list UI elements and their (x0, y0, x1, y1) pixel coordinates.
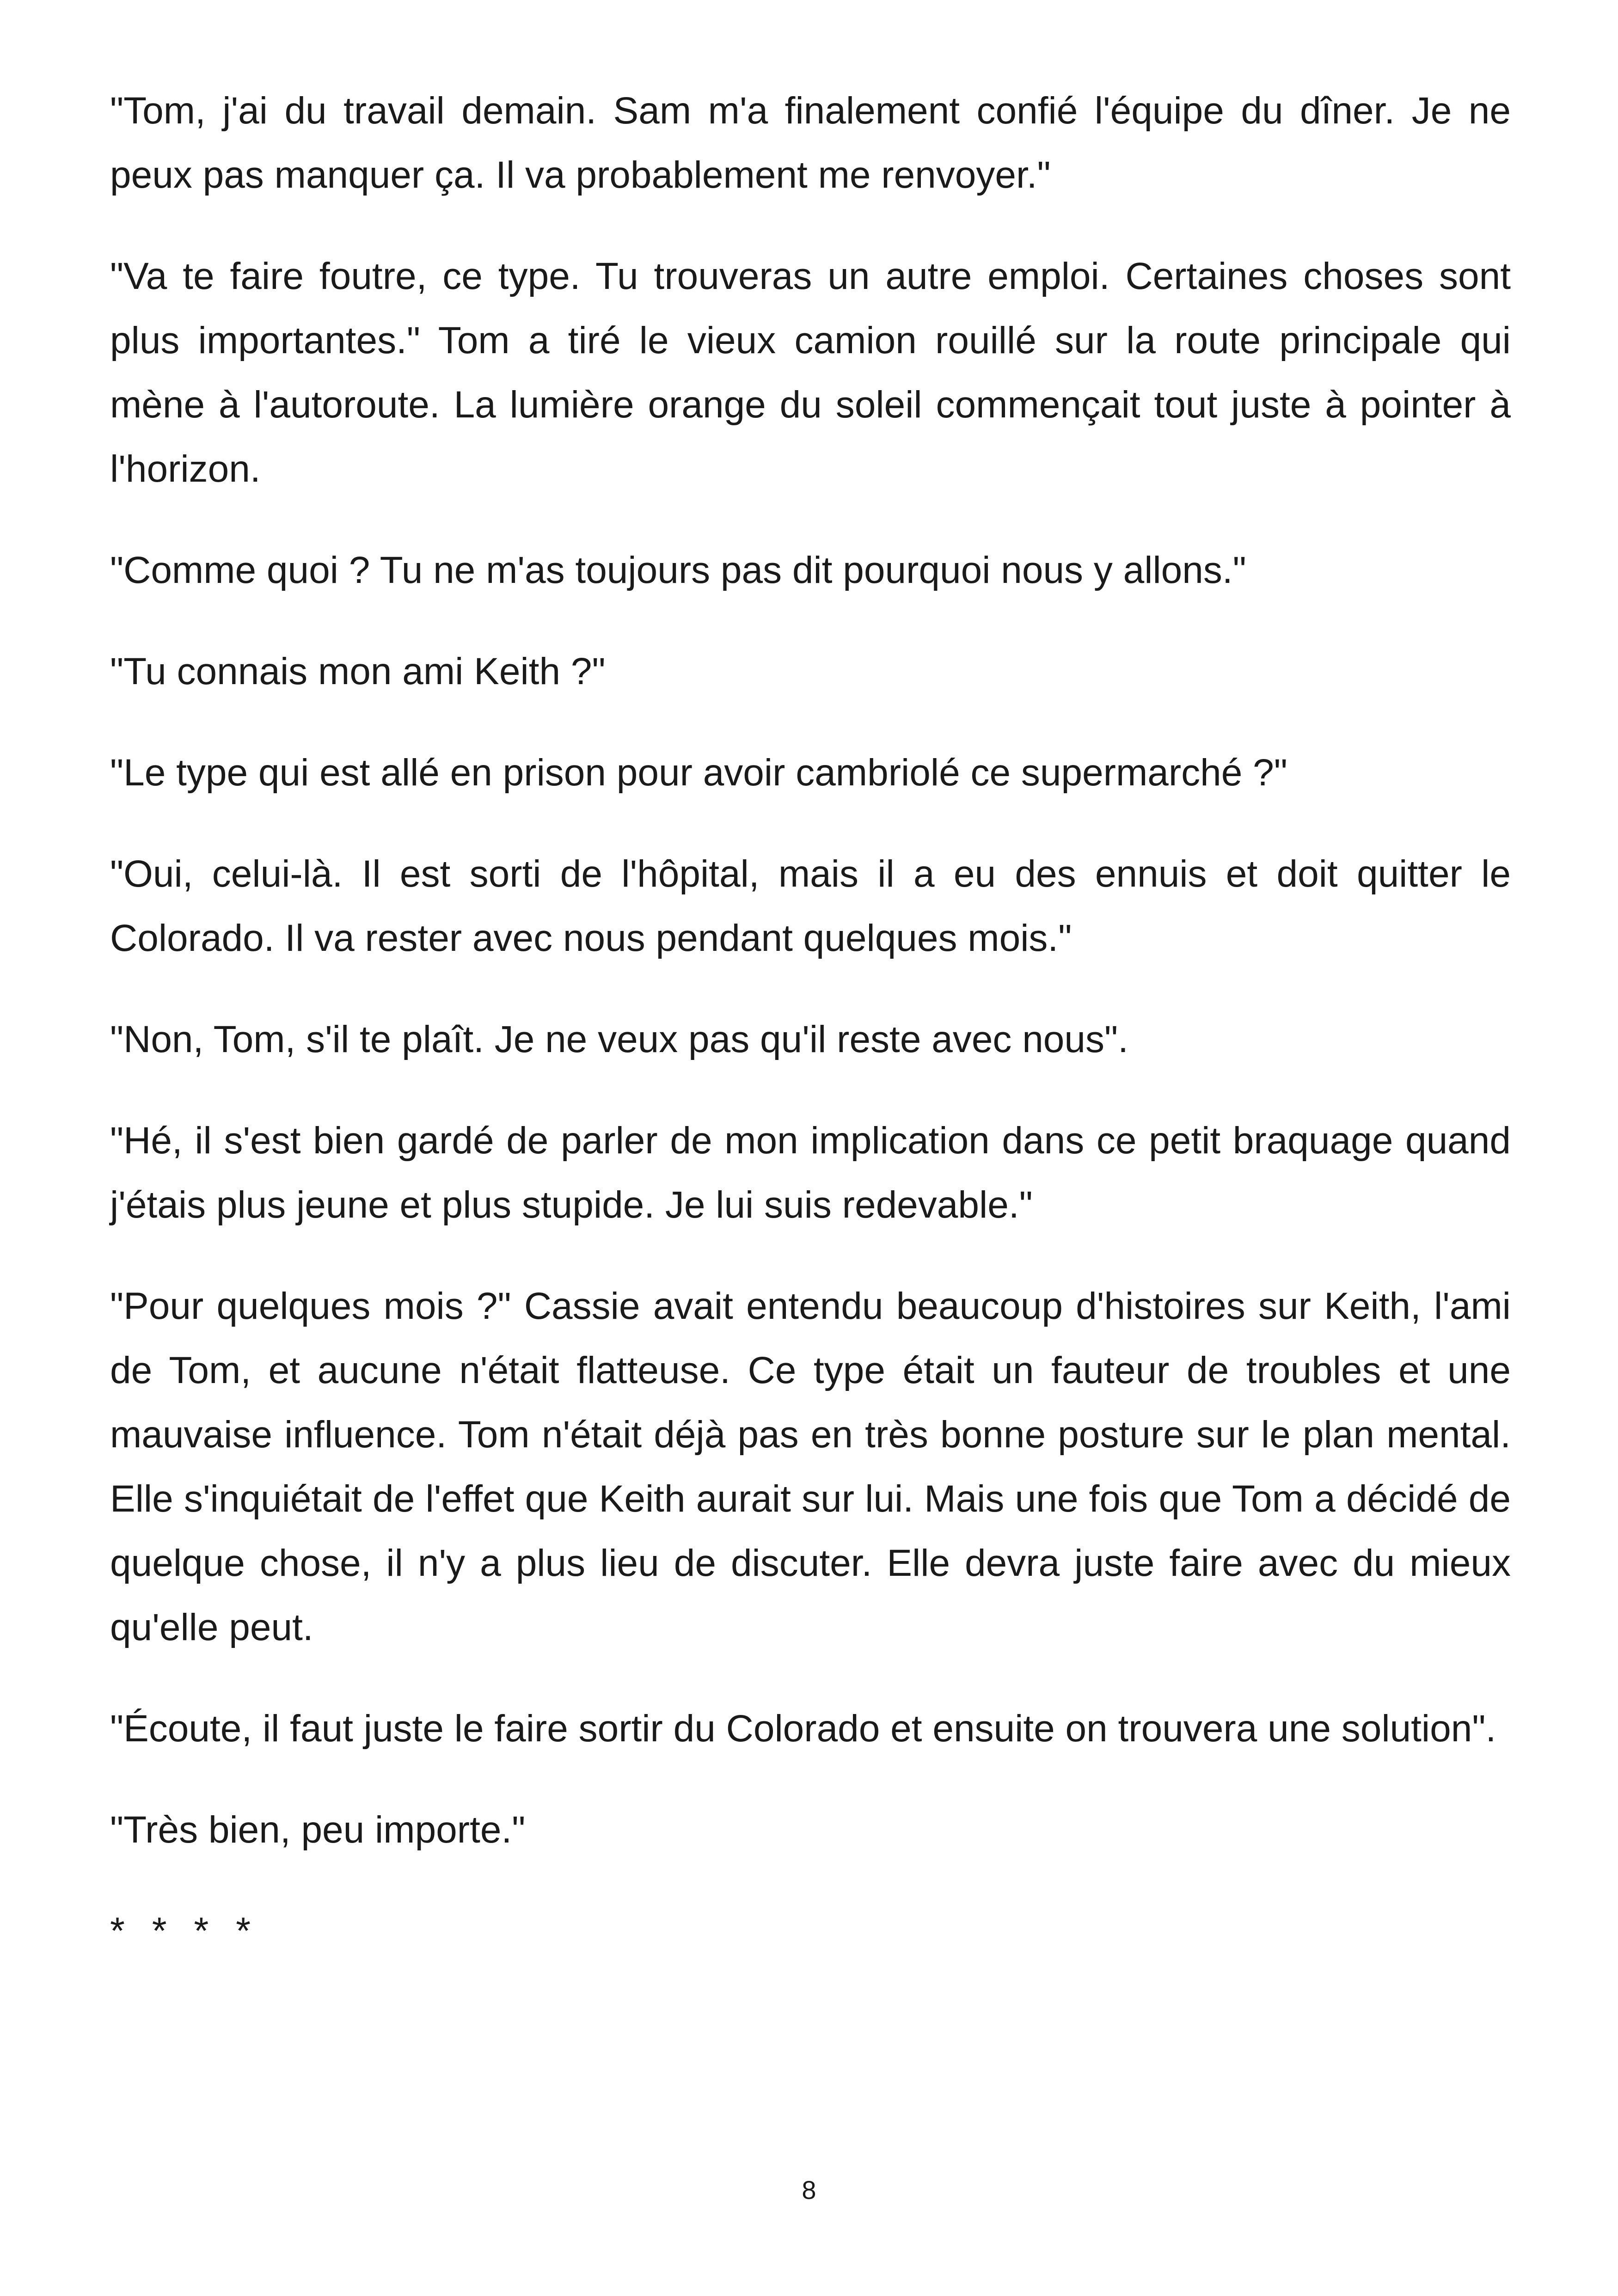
paragraph: "Hé, il s'est bien gardé de parler de mon implication dans ce petit braquage quand j'étais plus jeune et plus stupide. Je lui suis redevable." (110, 1120, 1511, 1226)
paragraph: "Tu connais mon ami Keith ?" (110, 650, 606, 692)
paragraph: "Pour quelques mois ?" Cassie avait entendu beaucoup d'histoires sur Keith, l'ami de Tom, et aucune n'était flatteuse. Ce type était un fauteur de troubles et une mauvaise influence. Tom n'était déjà pas en très bonne posture sur le plan mental. Elle s'inquiétait de l'effet que Keith aurait sur lui. Mais une fois que Tom a décidé de quelque chose, il n'y a plus lieu de discuter. Elle devra juste faire avec du mieux qu'elle peut. (110, 1285, 1511, 1648)
paragraph: "Tom, j'ai du travail demain. Sam m'a finalement confié l'équipe du dîner. Je ne peux pas manquer ça. Il va probablement me renvoyer." (110, 90, 1511, 196)
paragraph: "Comme quoi ? Tu ne m'as toujours pas dit pourquoi nous y allons." (110, 549, 1246, 591)
paragraph: "Très bien, peu importe." (110, 1809, 526, 1851)
scene-separator: * * * * (110, 1910, 259, 1952)
paragraph: "Oui, celui-là. Il est sorti de l'hôpital, mais il a eu des ennuis et doit quitter le Colorado. Il va rester avec nous pendant quelques mois." (110, 853, 1511, 959)
paragraph: "Le type qui est allé en prison pour avoir cambriolé ce supermarché ?" (110, 752, 1287, 794)
paragraph: "Écoute, il faut juste le faire sortir du Colorado et ensuite on trouvera une solution". (110, 1708, 1496, 1750)
page-number: 8 (802, 2175, 816, 2204)
page-body (110, 79, 1511, 1963)
paragraph: "Non, Tom, s'il te plaît. Je ne veux pas qu'il reste avec nous". (110, 1018, 1128, 1060)
paragraph: "Va te faire foutre, ce type. Tu trouveras un autre emploi. Certaines choses sont plus importantes." Tom a tiré le vieux camion rouillé sur la route principale qui mène à l'autoroute. La lumière orange du soleil commençait tout juste à pointer à l'horizon. (110, 255, 1511, 490)
